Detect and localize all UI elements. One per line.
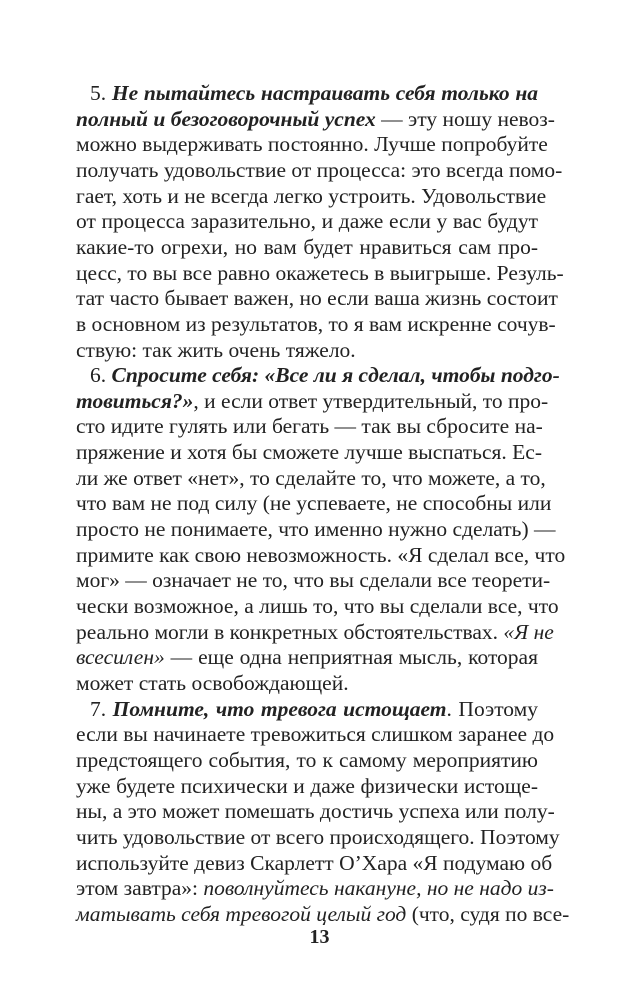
emphasis-italic: матывать себя тревогой целый год <box>76 901 407 926</box>
text-run: получать удовольствие от процесса: это всегда помо- <box>76 157 563 182</box>
emphasis-bold-italic: Спросите себя: «Все ли я сделал, чтобы подго- <box>111 363 560 388</box>
text-run: 7. <box>90 696 113 721</box>
text-run: используйте девиз Скарлетт О’Хара «Я подумаю об <box>76 850 553 875</box>
text-run: примите как свою невозможность. «Я сделал все, что <box>76 542 566 567</box>
text-run: этом завтра»: <box>76 876 204 901</box>
text-run: ны, а это может помешать достичь успеха или полу- <box>76 799 555 824</box>
text-run: 5. <box>90 81 112 105</box>
page-number: 13 <box>309 926 330 948</box>
text-run: от процесса заразительно, и даже если у вас будут <box>76 209 538 234</box>
emphasis-italic: поволнуйтесь накануне, но не надо из- <box>203 876 554 901</box>
emphasis-bold-italic: Помните, что тревога истощает <box>112 696 447 721</box>
text-run: реально могли в конкретных обстоятельствах. <box>76 619 504 644</box>
text-run: цесс, то вы все равно окажетесь в выигрыше. Резуль- <box>76 260 564 285</box>
text-run: что вам не под силу (не успеваете, не способны или <box>76 491 552 516</box>
text-run: , и если ответ утвердительный, то про- <box>193 388 549 413</box>
text-run: просто не понимаете, что именно нужно сделать) — <box>76 517 556 542</box>
text-run: 6. <box>90 363 112 388</box>
text-run: уже будете психически и даже физически истоще- <box>76 773 538 798</box>
text-run: пряжение и хотя бы сможете лучше выспаться. Ес- <box>76 440 543 465</box>
text-run: тат часто бывает важен, но если ваша жизнь состоит <box>76 286 558 311</box>
text-run: ствую: так жить очень тяжело. <box>76 337 356 362</box>
emphasis-bold-italic: полный и безоговорочный успех <box>76 106 376 131</box>
text-run: в основном из результатов, то я вам искренне сочув- <box>76 311 556 336</box>
text-run: предстоящего события, то к самому мероприятию <box>76 747 538 772</box>
text-run: чески возможное, а лишь то, что вы сделали все, что <box>76 594 559 618</box>
emphasis-bold-italic: Не пытайтесь настраивать себя только на <box>111 81 539 105</box>
emphasis-bold-italic: товиться?» <box>76 388 194 413</box>
text-run: ли же ответ «нет», то сделайте то, что можете, а то, <box>76 465 546 490</box>
text-run: (что, судя по все- <box>406 901 570 926</box>
text-run: сто идите гулять или бегать — так вы сбросите на- <box>76 414 543 439</box>
emphasis-italic: всесилен» <box>76 645 165 670</box>
text-run: может стать освобождающей. <box>76 670 349 695</box>
text-run: . Поэтому <box>446 696 539 721</box>
text-run: можно выдерживать постоянно. Лучше попробуйте <box>76 132 548 157</box>
text-run: какие-то огрехи, но вам будет нравиться сам про- <box>76 234 538 259</box>
text-run: — эту ношу невоз- <box>375 106 555 131</box>
text-run: чить удовольствие от всего происходящего. Поэтому <box>76 824 560 849</box>
text-run: мог» — означает не то, что вы сделали все теорети- <box>76 568 551 593</box>
text-run: гает, хоть и не всегда легко устроить. Удовольствие <box>76 183 547 208</box>
text-run: если вы начинаете тревожиться слишком заранее до <box>76 722 555 747</box>
text-run: — еще одна неприятная мысль, которая <box>164 645 538 670</box>
emphasis-italic: «Я не <box>503 619 554 644</box>
